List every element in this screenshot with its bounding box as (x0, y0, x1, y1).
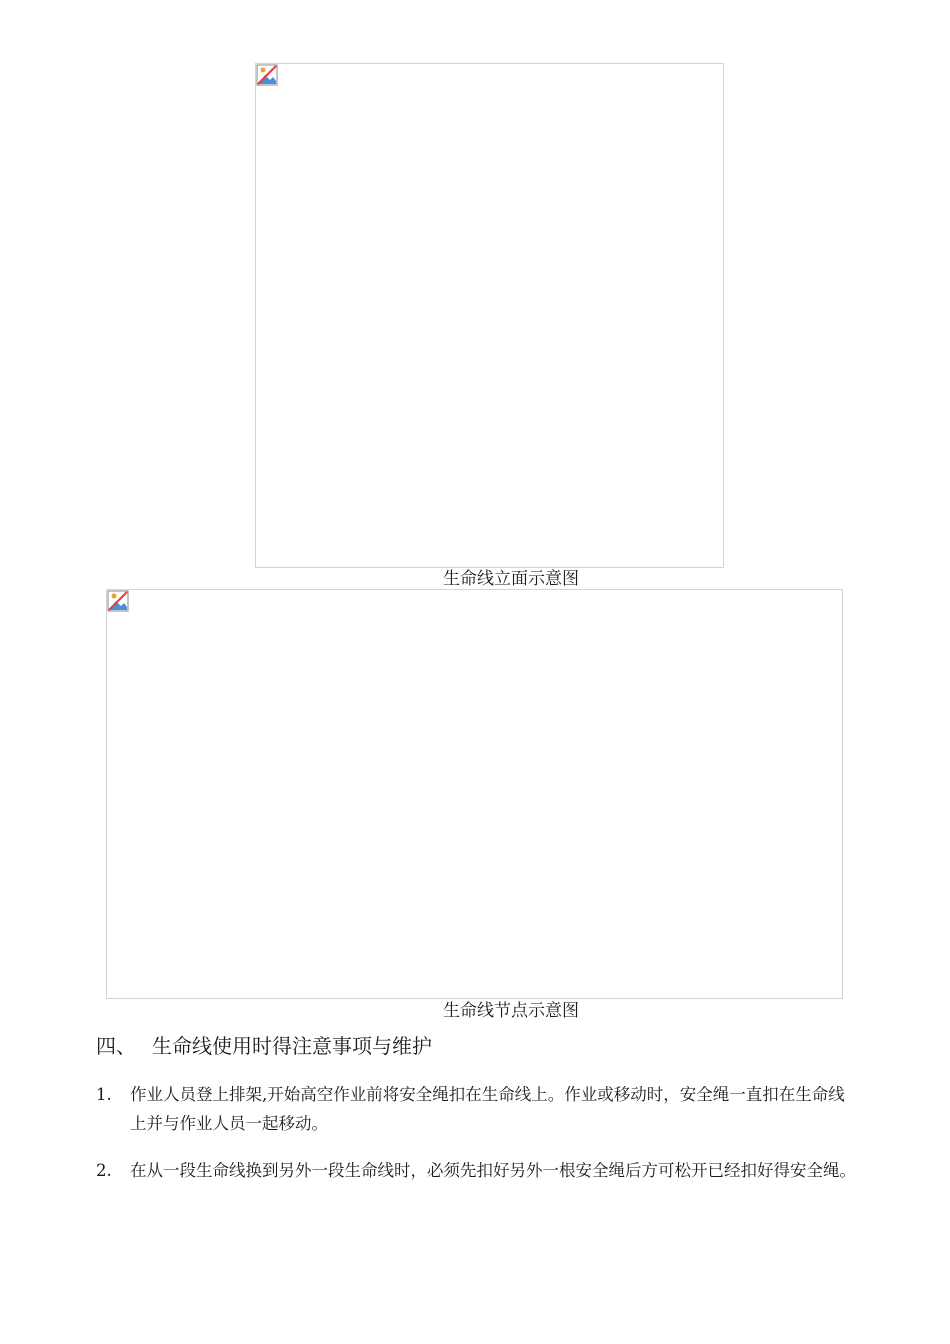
figure-elevation-image (255, 63, 724, 568)
figure-node-image (106, 589, 843, 999)
list-item (96, 1156, 856, 1185)
section-heading (96, 1033, 432, 1059)
broken-image-icon (256, 64, 278, 86)
list-marker: 2. (96, 1161, 112, 1180)
list-item-text: 作业人员登上排架,开始高空作业前将安全绳扣在生命线上。作业或移动时，安全绳一直扣在生命线上并与作业人员一起移动。 (130, 1085, 845, 1133)
list-item (96, 1080, 856, 1138)
broken-image-icon (107, 590, 129, 612)
figure-caption: 生命线立面示意图 (443, 569, 579, 589)
section-title: 生命线使用时得注意事项与维护 (152, 1034, 432, 1058)
list-item-text: 在从一段生命线换到另外一段生命线时，必须先扣好另外一根安全绳后方可松开已经扣好得安全绳。 (130, 1161, 856, 1180)
section-number: 四、 (96, 1034, 136, 1058)
figure-caption: 生命线节点示意图 (443, 1001, 579, 1021)
list-marker: 1. (96, 1085, 112, 1104)
